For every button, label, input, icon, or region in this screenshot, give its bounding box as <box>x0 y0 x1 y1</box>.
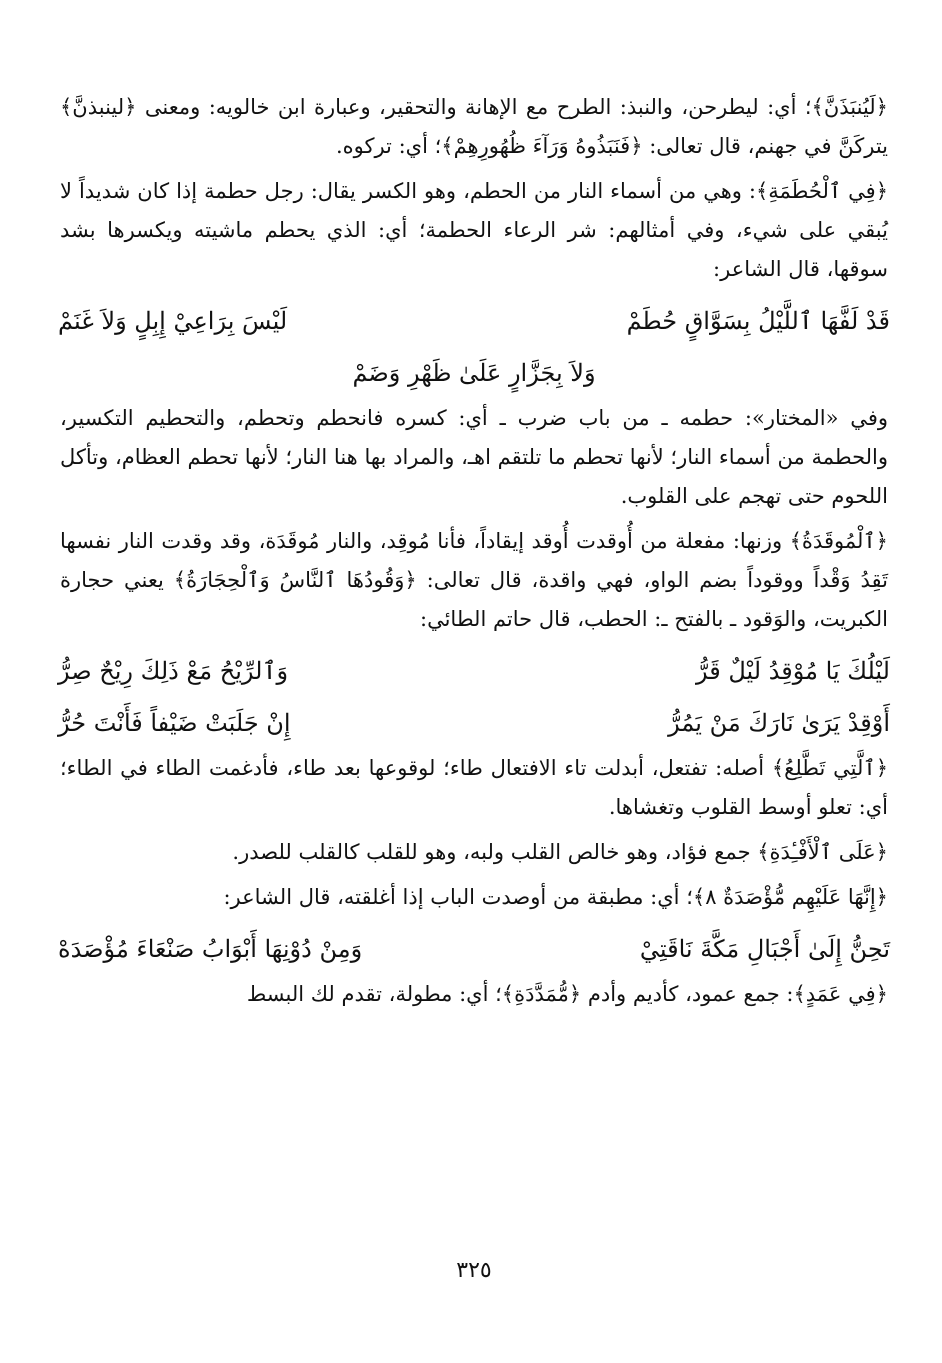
verse-1-second-hemistich: لَيْسَ بِرَاعِيْ إِبِلٍ وَلاَ غَنَمْ <box>58 307 288 335</box>
verse-line-4 <box>58 697 890 749</box>
verse-2-hemistich: وَلاَ بِجَزَّارٍ عَلَىٰ ظَهْرِ وَضَمْ <box>352 359 596 387</box>
verse-line-1 <box>58 295 890 347</box>
verse-1-first-hemistich: قَدْ لَفَّهَا ٱللَّيْلُ بِسَوَّاقٍ حُطَمْ <box>626 307 890 335</box>
page-number: ٣٢٥ <box>456 1258 492 1283</box>
paragraph-amad: ﴿فِي عَمَدٍ﴾: جمع عمود، كأديم وأدم ﴿مُّمَدَّدَةِ﴾؛ أي: مطولة، تقدم لك البسط <box>246 982 888 1006</box>
paragraph-linbadhanna: ﴿لَيُنبَذَنَّ﴾؛ أي: ليطرحن، والنبذ: الطرح مع الإهانة والتحقير، وعبارة ابن خالويه: ومعنى ﴿لينبذنَّ﴾ يتركَنَّ في جهنم، قال تعالى: ﴿فَنَبَذُوهُ وَرَآءَ ظُهُورِهِمْ﴾؛ أي: تركوه. <box>60 95 888 158</box>
verse-4-first-hemistich: أَوْقِدْ يَرَىٰ نَارَكَ مَنْ يَمُرُّ <box>668 709 890 737</box>
verse-3-second-hemistich: وَٱلرِّيْحُ مَعْ ذَلِكَ رِيْحٌ صِرُّ <box>58 657 289 685</box>
paragraph-mukhtar: وفي «المختار»: حطمه ـ من باب ضرب ـ أي: كسره فانحطم وتحطم، والتحطيم التكسير، والحطمة من أسماء النار؛ لأنها تحطم ما تلتقم اهـ، والمراد بها هنا النار؛ لأنها تحطم العظام، وتأكل اللحوم حتى تهجم على القلوب. <box>60 406 888 508</box>
verse-line-5 <box>58 923 890 975</box>
verse-5-second-hemistich: وَمِنْ دُوْنِهَا أَبْوَابُ صَنْعَاءَ مُؤْصَدَهْ <box>58 935 363 963</box>
paragraph-tattali: ﴿ٱلَّتِي تَطَّلِعُ﴾ أصله: تفتعل، أبدلت تاء الافتعال طاء؛ لوقوعها بعد طاء، فأدغمت الطاء في الطاء؛ أي: تعلو أوسط القلوب وتغشاها. <box>60 756 888 819</box>
verse-3-first-hemistich: لَيْلُكَ يَا مُوْقِدُ لَيْلٌ قَرُّ <box>695 657 890 685</box>
verse-4-second-hemistich: إِنْ جَلَبَتْ ضَيْفاً فَأَنْتَ حُرُّ <box>58 709 291 737</box>
book-page <box>60 88 888 1318</box>
paragraph-afida: ﴿عَلَى ٱلْأَفْـِٔدَةِ﴾ جمع فؤاد، وهو خالص القلب ولبه، وهو للقلب كالقلب للصدر. <box>232 840 888 864</box>
verse-line-2 <box>58 347 890 399</box>
paragraph-muqada: ﴿ٱلْمُوقَدَةُ﴾ وزنها: مفعلة من أُوقدت أُوقد إيقاداً، فأنا مُوقِد، والنار مُوقَدَة، وقد وقدت النار نفسها تَقِدُ وَقْداً ووقوداً بضم الواو، فهي واقدة، قال تعالى: ﴿وَقُودُهَا ٱلنَّاسُ وَٱلْحِجَارَةُ﴾ يعني حجارة الكبريت، والوَقود ـ بالفتح ـ: الحطب، قال حاتم الطائي: <box>60 529 888 631</box>
paragraph-musada: ﴿إِنَّهَا عَلَيْهِم مُّؤْصَدَةٌ ٨﴾؛ أي: مطبقة من أوصدت الباب إذا أغلقته، قال الشاعر: <box>223 885 888 909</box>
paragraph-hutama: ﴿فِي ٱلْحُطَمَةِ﴾: وهي من أسماء النار من الحطم، وهو الكسر يقال: رجل حطمة إذا كان شديداً لا يُبقي على شيء، وفي أمثالهم: شر الرعاء الحطمة؛ أي: الذي يحطم ماشيته ويكسرها بشد سوقها، قال الشاعر: <box>60 179 888 281</box>
verse-5-first-hemistich: تَحِنُّ إِلَىٰ أَجْبَالِ مَكَّةَ نَاقَتِيْ <box>639 935 890 963</box>
verse-line-3 <box>58 645 890 697</box>
